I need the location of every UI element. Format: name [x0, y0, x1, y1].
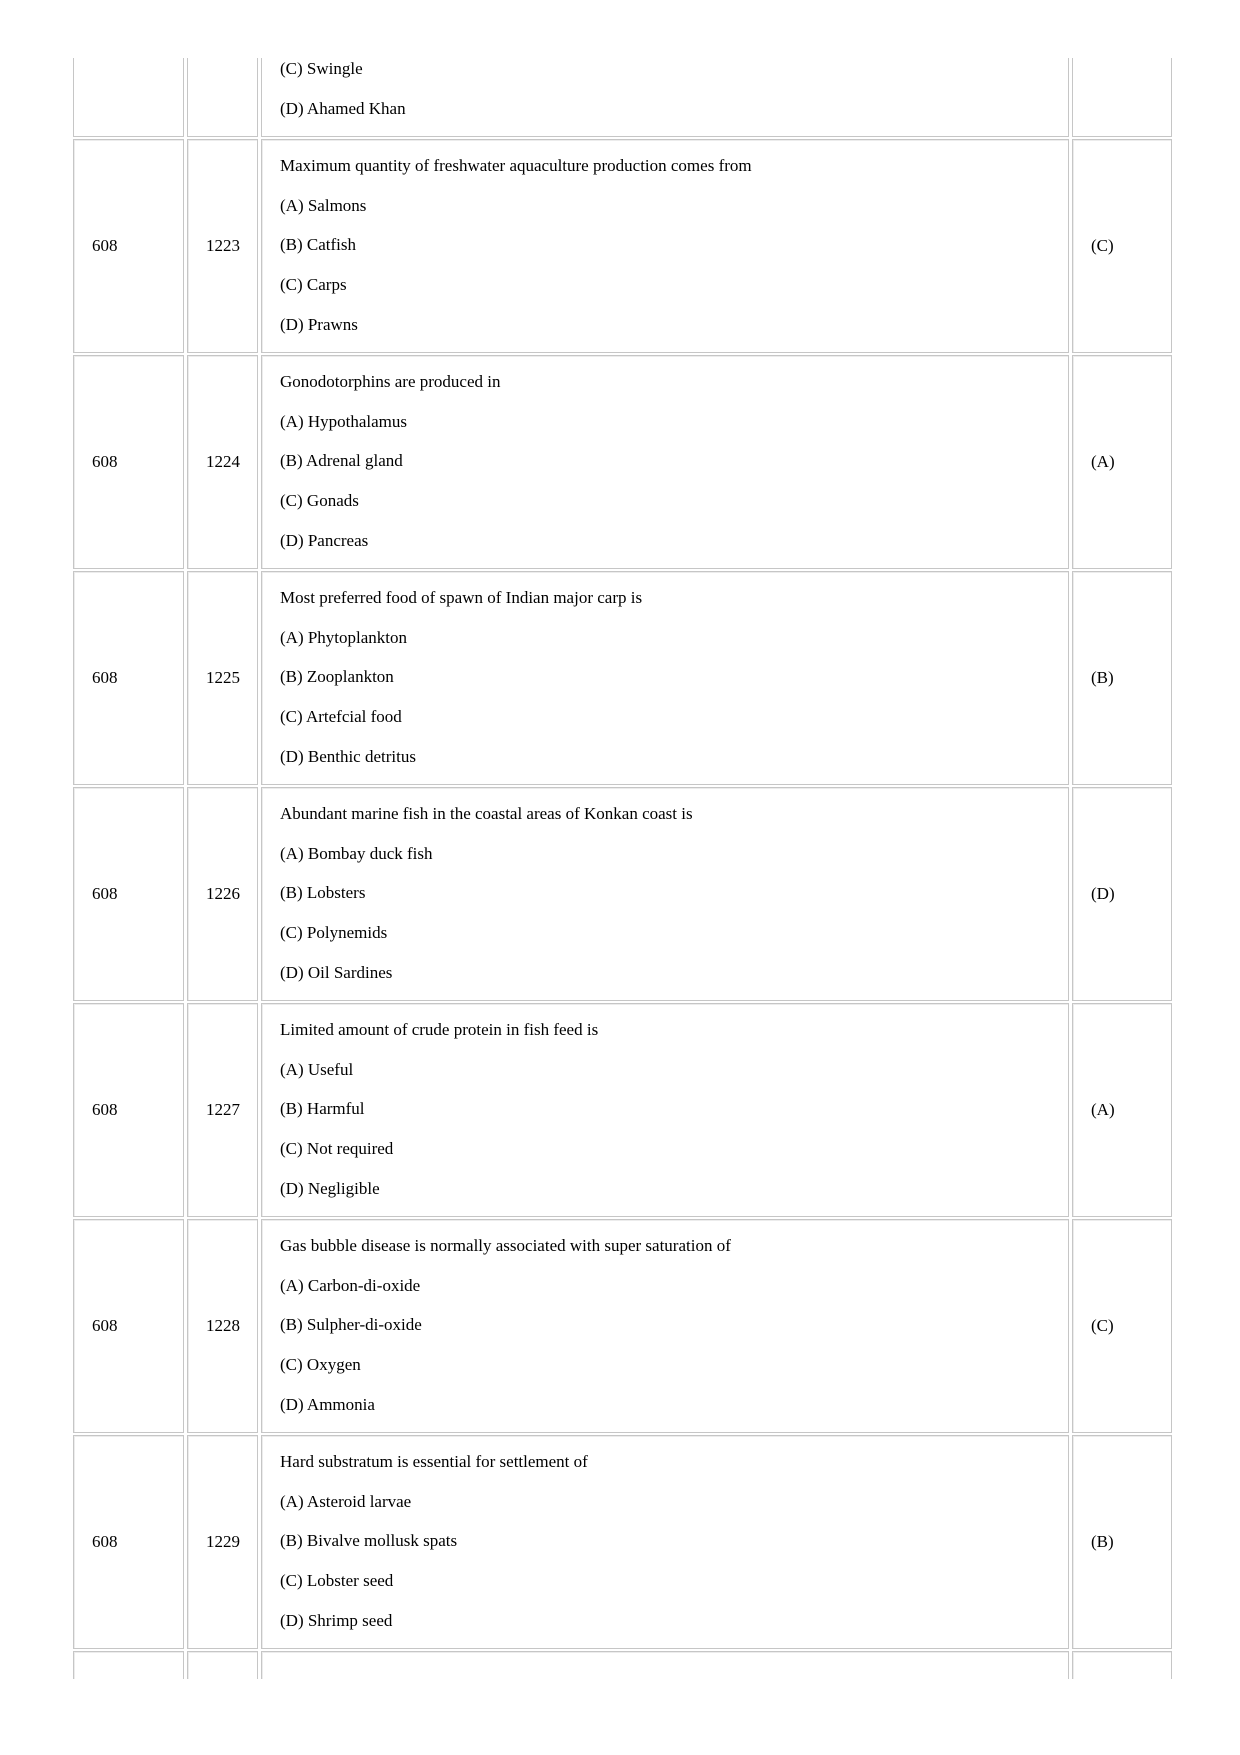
paper-cell: [73, 1219, 184, 1433]
table-row: [73, 139, 1172, 353]
table-row-continued: [73, 58, 1172, 137]
question-text: Limited amount of crude protein in fish feed is: [280, 1020, 599, 1039]
question-text: Most preferred food of spawn of Indian major carp is: [280, 588, 643, 607]
option-c: (C) Carps: [280, 275, 347, 294]
question-number-cell: [187, 1435, 258, 1649]
option-d: (D) Pancreas: [280, 531, 369, 550]
question-number-cell: [187, 571, 258, 785]
table-row: [73, 355, 1172, 569]
paper-code: 608: [92, 452, 118, 471]
answer-value: (B): [1091, 668, 1114, 687]
answer-value: (B): [1091, 1532, 1114, 1551]
question-cell: [261, 1003, 1069, 1217]
paper-cell: [73, 139, 184, 353]
answer-cell: [1072, 571, 1172, 785]
option-b: (B) Catfish: [280, 235, 357, 254]
question-number: 1227: [206, 1100, 240, 1119]
question-number: 1223: [206, 236, 240, 255]
question-cell: [261, 1651, 1069, 1679]
table-row: [73, 1435, 1172, 1649]
question-number: 1229: [206, 1532, 240, 1551]
answer-value: (A): [1091, 452, 1115, 471]
paper-cell: [73, 787, 184, 1001]
option-c: (C) Oxygen: [280, 1355, 361, 1374]
table-row: [73, 787, 1172, 1001]
option-b: (B) Adrenal gland: [280, 451, 403, 470]
question-number-cell: [187, 1003, 258, 1217]
answer-value: (C): [1091, 236, 1114, 255]
table-row: [73, 571, 1172, 785]
answer-cell: [1072, 355, 1172, 569]
option-b: (B) Sulpher-di-oxide: [280, 1315, 422, 1334]
option-b: (B) Zooplankton: [280, 667, 394, 686]
paper-code: 608: [92, 1316, 118, 1335]
option-c: (C) Polynemids: [280, 923, 388, 942]
question-number-cell: [187, 355, 258, 569]
option-a: (A) Hypothalamus: [280, 412, 408, 431]
table-row: [73, 1003, 1172, 1217]
option-c: (C) Lobster seed: [280, 1571, 394, 1590]
answer-value: (C): [1091, 1316, 1114, 1335]
answer-value: (A): [1091, 1100, 1115, 1119]
answer-value: (D): [1091, 884, 1115, 903]
option-b: (B) Bivalve mollusk spats: [280, 1531, 458, 1550]
option-a: (A) Bombay duck fish: [280, 844, 433, 863]
option-c: (C) Artefcial food: [280, 707, 402, 726]
option-a: (A) Salmons: [280, 196, 367, 215]
question-number: 1225: [206, 668, 240, 687]
answer-cell: [1072, 139, 1172, 353]
question-text: Maximum quantity of freshwater aquaculture production comes from: [280, 156, 752, 175]
option-d: (D) Prawns: [280, 315, 358, 334]
question-number-cell: [187, 58, 258, 137]
option-b: (B) Lobsters: [280, 883, 366, 902]
question-cell: [261, 1435, 1069, 1649]
paper-code: 608: [92, 1532, 118, 1551]
question-number-cell: [187, 1651, 258, 1679]
question-number-cell: [187, 1219, 258, 1433]
question-number: 1228: [206, 1316, 240, 1335]
option-c: (C) Gonads: [280, 491, 359, 510]
answer-cell: [1072, 1219, 1172, 1433]
question-number-cell: [187, 139, 258, 353]
question-cell: [261, 787, 1069, 1001]
question-cell: [261, 58, 1069, 137]
option-d: (D) Shrimp seed: [280, 1611, 393, 1630]
paper-code: 608: [92, 236, 118, 255]
question-number: 1226: [206, 884, 240, 903]
option-a: (A) Phytoplankton: [280, 628, 408, 647]
answer-cell: [1072, 1003, 1172, 1217]
question-cell: [261, 571, 1069, 785]
table-row-partial: [73, 1651, 1172, 1679]
answer-cell: [1072, 58, 1172, 137]
option-d: (D) Negligible: [280, 1179, 380, 1198]
question-cell: [261, 355, 1069, 569]
paper-code: 608: [92, 884, 118, 903]
question-text: Hard substratum is essential for settlement of: [280, 1452, 588, 1471]
paper-cell: [73, 1435, 184, 1649]
question-number: 1224: [206, 452, 240, 471]
option-d: (D) Ahamed Khan: [280, 99, 406, 118]
paper-code: 608: [92, 668, 118, 687]
question-cell: [261, 1219, 1069, 1433]
question-number-cell: [187, 787, 258, 1001]
question-cell: [261, 139, 1069, 353]
option-b: (B) Harmful: [280, 1099, 365, 1118]
question-text: Abundant marine fish in the coastal areas of Konkan coast is: [280, 804, 693, 823]
option-d: (D) Ammonia: [280, 1395, 375, 1414]
option-a: (A) Carbon-di-oxide: [280, 1276, 421, 1295]
paper-cell: [73, 571, 184, 785]
option-c: (C) Swingle: [280, 59, 363, 78]
paper-cell: [73, 1003, 184, 1217]
answer-cell: [1072, 1651, 1172, 1679]
answer-cell: [1072, 787, 1172, 1001]
question-text: Gonodotorphins are produced in: [280, 372, 501, 391]
option-a: (A) Useful: [280, 1060, 354, 1079]
paper-code: 608: [92, 1100, 118, 1119]
option-a: (A) Asteroid larvae: [280, 1492, 412, 1511]
paper-cell: [73, 1651, 184, 1679]
option-d: (D) Oil Sardines: [280, 963, 393, 982]
question-text: Gas bubble disease is normally associated with super saturation of: [280, 1236, 731, 1255]
answer-cell: [1072, 1435, 1172, 1649]
table-row: [73, 1219, 1172, 1433]
option-d: (D) Benthic detritus: [280, 747, 416, 766]
paper-cell: [73, 355, 184, 569]
option-c: (C) Not required: [280, 1139, 394, 1158]
paper-cell: [73, 58, 184, 137]
